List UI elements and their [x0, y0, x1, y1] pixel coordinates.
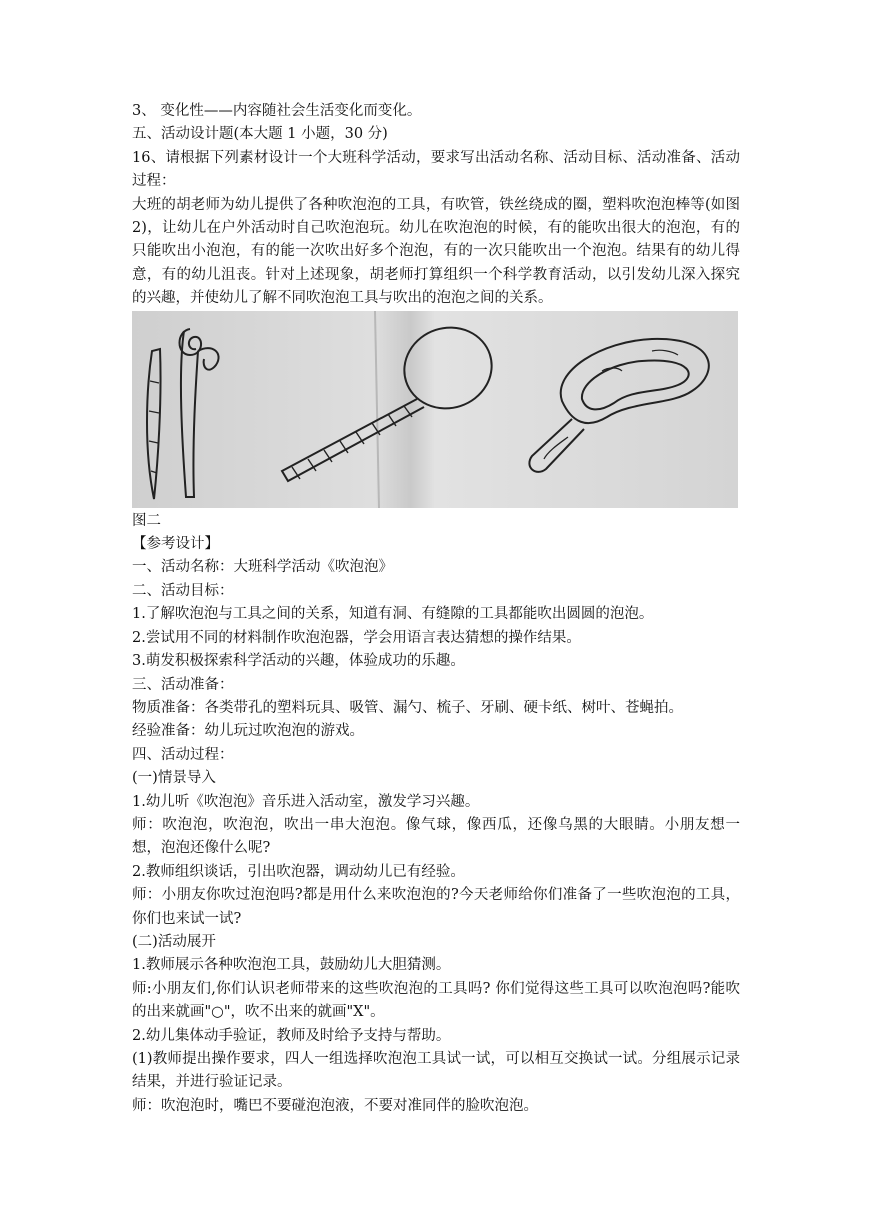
paper-background	[132, 311, 738, 508]
subsection-heading: (一)情景导入	[132, 770, 216, 787]
section-heading: 五、活动设计题(本大题 1 小题，30 分)	[132, 126, 388, 143]
goal-item: 2.尝试用不同的材料制作吹泡泡器，学会用语言表达猜想的操作结果。	[132, 629, 581, 646]
material-paragraph: 大班的胡老师为幼儿提供了各种吹泡泡的工具，有吹管，铁丝绕成的圈，塑料吹泡泡棒等(如图2)，让幼儿在户外活动时自己吹泡泡玩。幼儿在吹泡泡的时候，有的能吹出很大的泡泡，有的只能吹出小泡泡，有的能一次吹出好多个泡泡，有的一次只能吹出一个泡泡。结果有的幼儿得意，有的幼儿沮丧。针对上述现象，胡老师打算组织一个科学教育活动，以引发幼儿深入探究的兴趣，并使幼儿了解不同吹泡泡工具与吹出的泡泡之间的关系。	[132, 196, 740, 307]
teacher-dialogue: 师：小朋友你吹过泡泡吗?都是用什么来吹泡泡的?今天老师给你们准备了一些吹泡泡的工具，你们也来试一试?	[132, 887, 740, 927]
process-step: 1.教师展示各种吹泡泡工具，鼓励幼儿大胆猜测。	[132, 957, 451, 974]
teacher-dialogue: 师：吹泡泡，吹泡泡，吹出一串大泡泡。像气球，像西瓜，还像乌黑的大眼睛。小朋友想一想，泡泡还像什么呢?	[132, 816, 740, 857]
teacher-dialogue: 师：吹泡泡时，嘴巴不要碰泡泡液，不要对准同伴的脸吹泡泡。	[132, 1097, 538, 1114]
answer-heading: 【参考设计】	[132, 536, 219, 553]
process-step: 2.教师组织谈话，引出吹泡器，调动幼儿已有经验。	[132, 863, 465, 880]
preparation-item: 经验准备：幼儿玩过吹泡泡的游戏。	[132, 723, 364, 740]
text-line: 3、 变化性——内容随社会生活变化而变化。	[132, 103, 422, 119]
bubble-tools-drawing	[132, 311, 738, 508]
process-step: 1.幼儿听《吹泡泡》音乐进入活动室，激发学习兴趣。	[132, 793, 480, 810]
section-heading: 二、活动目标：	[132, 582, 234, 599]
document-page	[132, 100, 740, 1118]
process-step: 2.幼儿集体动手验证，教师及时给予支持与帮助。	[132, 1027, 451, 1044]
question-text: 16、请根据下列素材设计一个大班科学活动，要求写出活动名称、活动目标、活动准备、活动过程：	[132, 149, 740, 190]
section-heading: 四、活动过程：	[132, 746, 234, 763]
goal-item: 3.萌发积极探索科学活动的兴趣，体验成功的乐趣。	[132, 653, 465, 670]
goal-item: 1.了解吹泡泡与工具之间的关系，知道有洞、有缝隙的工具都能吹出圆圆的泡泡。	[132, 606, 654, 623]
figure-caption: 图二	[132, 512, 161, 529]
teacher-dialogue: 师:小朋友们,你们认识老师带来的这些吹泡泡的工具吗? 你们觉得这些工具可以吹泡泡吗?能吹的出来就画"○"，吹不出来的就画"X"。	[132, 980, 740, 1021]
activity-name: 一、活动名称：大班科学活动《吹泡泡》	[132, 559, 393, 576]
process-step: (1)教师提出操作要求，四人一组选择吹泡泡工具试一试，可以相互交换试一试。分组展示记录结果，并进行验证记录。	[132, 1051, 740, 1091]
bubble-tools-figure	[132, 311, 738, 508]
subsection-heading: (二)活动展开	[132, 933, 216, 950]
preparation-item: 物质准备：各类带孔的塑料玩具、吸管、漏勺、梳子、牙刷、硬卡纸、树叶、苍蝇拍。	[132, 699, 683, 716]
section-heading: 三、活动准备：	[132, 676, 234, 693]
